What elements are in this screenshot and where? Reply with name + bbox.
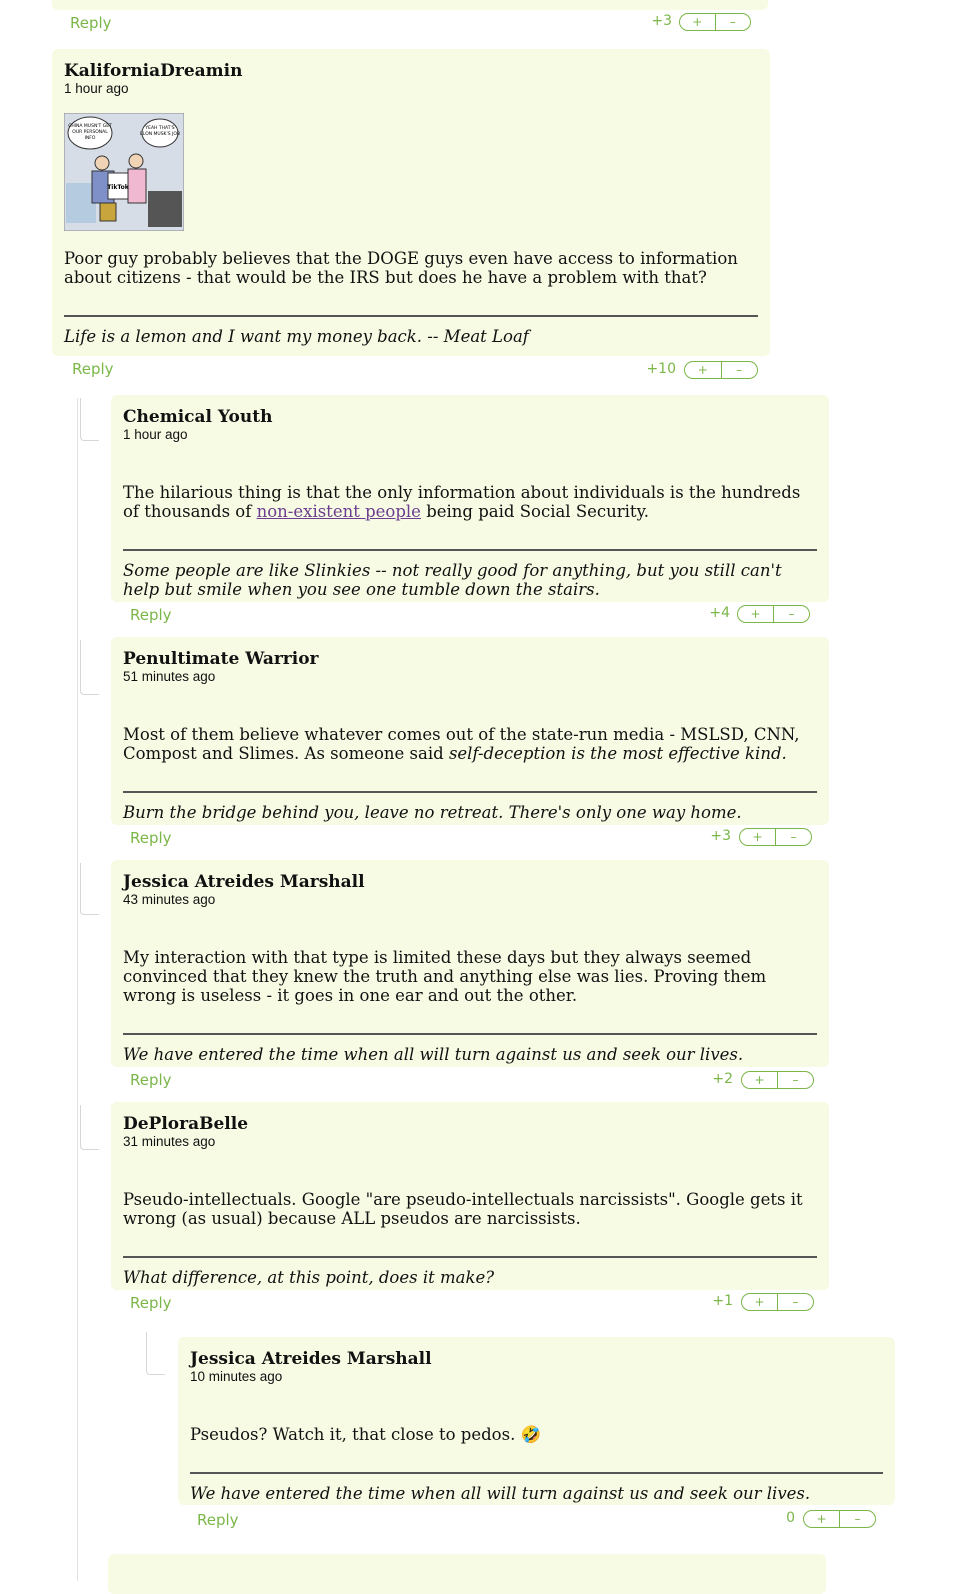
- upvote-button[interactable]: +: [680, 14, 716, 30]
- comment-card: [111, 395, 829, 602]
- signature-divider: [123, 1033, 817, 1035]
- signature-divider: [123, 791, 817, 793]
- downvote-button[interactable]: –: [854, 1512, 861, 1526]
- cartoon-caption: ELON MUSK'S JOB: [140, 132, 180, 137]
- comment-card: [178, 1337, 895, 1505]
- vote-buttons: [679, 13, 751, 31]
- thread-connector: [80, 398, 99, 441]
- cartoon-caption: CHINA MUSN'T GET: [68, 124, 112, 129]
- body-link[interactable]: non-existent people: [256, 502, 421, 521]
- vote-buttons: [739, 828, 812, 846]
- vote-score: +2: [712, 1071, 733, 1087]
- downvote-button[interactable]: –: [790, 830, 797, 844]
- body-text: being paid Social Security.: [420, 502, 649, 521]
- vote-score: 0: [786, 1510, 795, 1526]
- thread-line: [77, 398, 78, 1581]
- comment-time: 1 hour ago: [64, 81, 129, 96]
- comment-author: Jessica Atreides Marshall: [123, 872, 365, 892]
- cartoon-caption: TikTok: [107, 184, 129, 191]
- thread-connector: [80, 863, 99, 915]
- thread-connector: [80, 1105, 99, 1150]
- cartoon-caption: OUR PERSONAL: [72, 130, 108, 135]
- vote-score: +3: [710, 828, 731, 844]
- comment-author: KaliforniaDreamin: [64, 61, 243, 81]
- vote-score: +3: [651, 13, 672, 29]
- comment-body: [123, 483, 817, 521]
- upvote-button[interactable]: +: [685, 362, 722, 378]
- vote-score: +10: [646, 361, 676, 377]
- comment-card: [52, 49, 770, 356]
- comment-card: [111, 1102, 829, 1290]
- downvote-button[interactable]: –: [792, 1073, 799, 1087]
- upvote-button[interactable]: +: [740, 829, 776, 845]
- thread-connector: [80, 640, 99, 695]
- downvote-button[interactable]: –: [736, 363, 743, 377]
- comment-time: 10 minutes ago: [190, 1369, 283, 1384]
- vote-buttons: [741, 1071, 814, 1089]
- comment-time: 1 hour ago: [123, 427, 188, 442]
- upvote-button[interactable]: +: [804, 1511, 840, 1527]
- reply-button[interactable]: Reply: [130, 1294, 172, 1312]
- next-comment-card: [108, 1554, 826, 1594]
- comment-signature: We have entered the time when all will turn against us and seek our lives.: [190, 1484, 811, 1503]
- comment-body: Pseudo-intellectuals. Google "are pseudo-intellectuals narcissists". Google gets it wrong (as usual) because ALL pseudos are narcissists.: [123, 1190, 803, 1228]
- reply-button[interactable]: Reply: [130, 606, 172, 624]
- cartoon-image[interactable]: [64, 113, 184, 231]
- vote-score: +1: [712, 1293, 733, 1309]
- signature-divider: [123, 549, 817, 551]
- reply-button[interactable]: Reply: [72, 360, 114, 378]
- downvote-button[interactable]: –: [788, 607, 795, 621]
- comment-signature: Some people are like Slinkies -- not really good for anything, but you still can't help but smile when you see one tumble down the stairs.: [123, 561, 782, 599]
- vote-buttons: [803, 1510, 876, 1528]
- comment-body: My interaction with that type is limited these days but they always seemed convinced that they knew the truth and anything else was lies. Proving them wrong is useless - it goes in one ear and out the other.: [123, 948, 767, 1005]
- upvote-button[interactable]: +: [738, 606, 774, 622]
- downvote-button[interactable]: –: [792, 1295, 799, 1309]
- signature-divider: [190, 1472, 883, 1474]
- cartoon-caption: INFO: [84, 136, 96, 141]
- comment-author: Penultimate Warrior: [123, 649, 319, 669]
- comment-body: [123, 725, 817, 763]
- comment-signature: What difference, at this point, does it make?: [123, 1268, 495, 1287]
- comment-card: [111, 637, 829, 825]
- vote-buttons: [741, 1293, 814, 1311]
- vote-buttons: [684, 361, 758, 379]
- thread-connector: [146, 1332, 165, 1375]
- comment-time: 51 minutes ago: [123, 669, 216, 684]
- previous-comment-card: [52, 0, 768, 10]
- body-emphasis: self-deception is the most effective kind.: [448, 744, 787, 763]
- reply-button[interactable]: Reply: [130, 829, 172, 847]
- upvote-button[interactable]: +: [742, 1294, 778, 1310]
- signature-divider: [123, 1256, 817, 1258]
- comment-author: Chemical Youth: [123, 407, 273, 427]
- reply-button[interactable]: Reply: [197, 1511, 239, 1529]
- cartoon-caption: YEAH THAT'S: [145, 126, 175, 131]
- vote-score: +4: [709, 605, 730, 621]
- reply-button[interactable]: Reply: [70, 14, 112, 32]
- comment-body: Pseudos? Watch it, that close to pedos. 🤣: [190, 1425, 542, 1444]
- body-text: Most of them believe whatever comes out of the state-run media - MSLSD, CNN, Compost and Slimes. As someone said: [123, 725, 800, 763]
- comment-signature: Life is a lemon and I want my money back. -- Meat Loaf: [64, 327, 529, 346]
- comment-body: Poor guy probably believes that the DOGE guys even have access to information about citizens - that would be the IRS but does he have a problem with that?: [64, 249, 738, 287]
- downvote-button[interactable]: –: [729, 15, 736, 29]
- comment-signature: Burn the bridge behind you, leave no retreat. There's only one way home.: [123, 803, 742, 822]
- comment-author: Jessica Atreides Marshall: [190, 1349, 432, 1369]
- comment-time: 43 minutes ago: [123, 892, 216, 907]
- upvote-button[interactable]: +: [742, 1072, 778, 1088]
- reply-button[interactable]: Reply: [130, 1071, 172, 1089]
- vote-buttons: [737, 605, 810, 623]
- signature-divider: [64, 315, 758, 317]
- body-text: The hilarious thing is that the only information about individuals is the hundreds of thousands of: [123, 483, 801, 521]
- comment-time: 31 minutes ago: [123, 1134, 216, 1149]
- comment-signature: We have entered the time when all will turn against us and seek our lives.: [123, 1045, 744, 1064]
- comment-card: [111, 860, 829, 1067]
- comment-author: DePloraBelle: [123, 1114, 249, 1134]
